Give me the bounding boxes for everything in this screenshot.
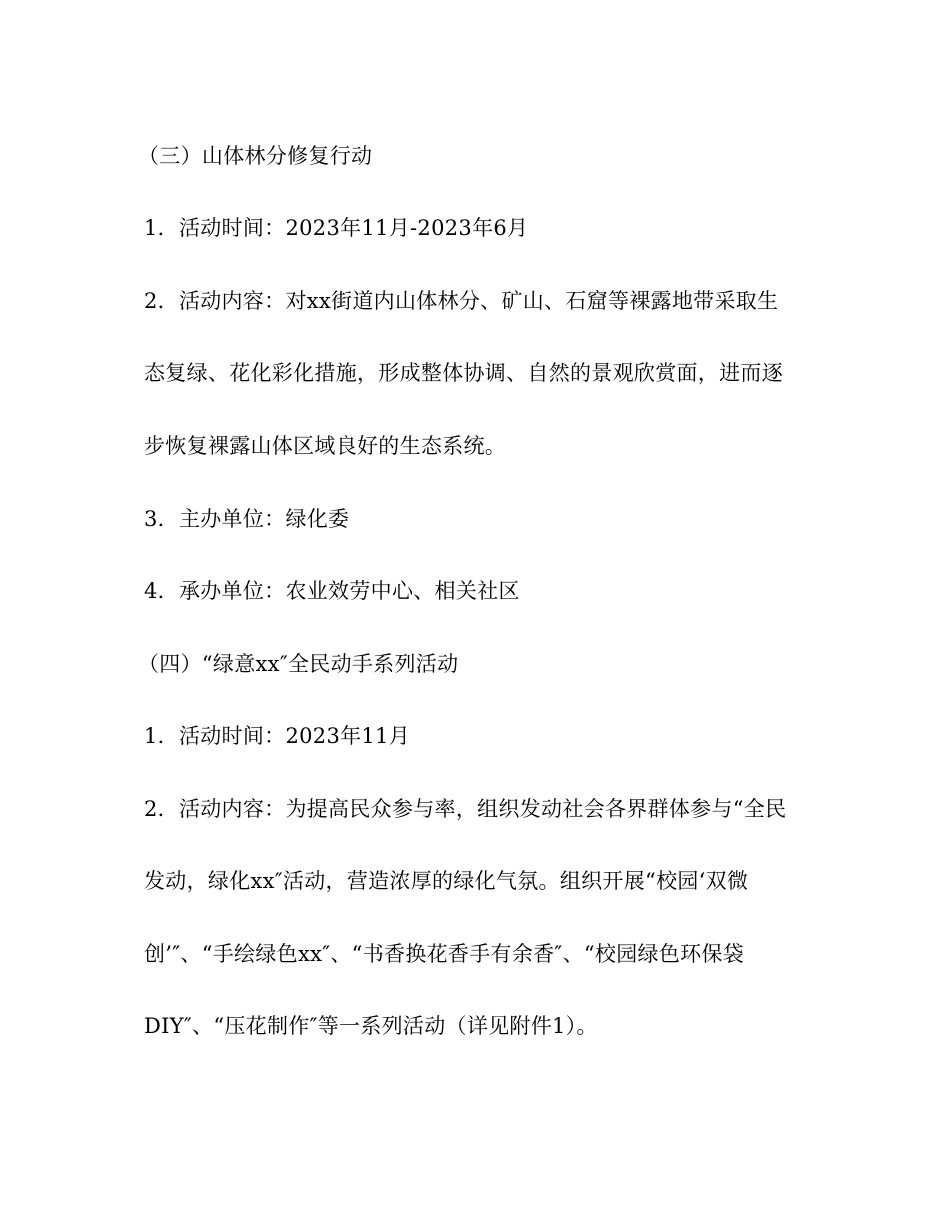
section-3-item-2-line-1: 2．活动内容：对xx街道内山体林分、矿山、石窟等裸露地带采取生 xyxy=(144,289,779,313)
section-4-item-2-line-3: 创’″、“手绘绿色xx″、“书香换花香手有余香″、“校园绿色环保袋 xyxy=(144,942,744,966)
section-3-item-2-line-3: 步恢复裸露山体区域良好的生态系统。 xyxy=(144,434,507,458)
section-4-item-2-line-4: DIY″、“压花制作″等一系列活动（详见附件1）。 xyxy=(144,1014,598,1038)
section-3-item-3: 3．主办单位：绿化委 xyxy=(144,507,350,531)
section-3-heading: （三）山体林分修复行动 xyxy=(138,144,373,168)
section-4-item-1: 1．活动时间：2023年11月 xyxy=(144,724,411,748)
section-4-heading: （四）“绿意xx″全民动手系列活动 xyxy=(138,652,459,676)
section-3-item-2-line-2: 态复绿、花化彩化措施，形成整体协调、自然的景观欣赏面，进而逐 xyxy=(144,361,783,385)
section-4-item-2-line-1: 2．活动内容：为提高民众参与率，组织发动社会各界群体参与“全民 xyxy=(144,797,787,821)
section-3-item-4: 4．承办单位：农业效劳中心、相关社区 xyxy=(144,579,520,603)
section-3-item-1: 1．活动时间：2023年11月-2023年6月 xyxy=(144,216,529,240)
section-4-item-2-line-2: 发动，绿化xx″活动，营造浓厚的绿化气氛。组织开展“校园‘双微 xyxy=(144,869,749,893)
